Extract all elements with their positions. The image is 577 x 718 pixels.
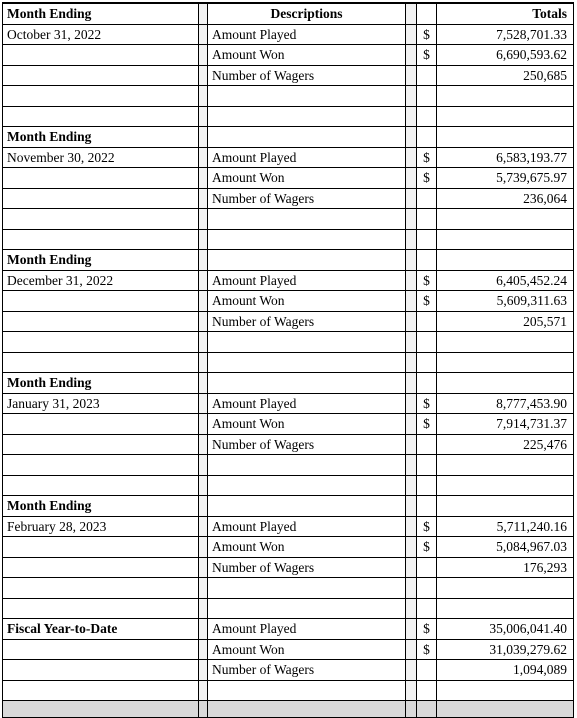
currency-symbol: $ xyxy=(417,24,437,45)
table-row xyxy=(3,188,574,209)
blank-row xyxy=(3,209,574,230)
total-cell: 35,006,041.40 xyxy=(437,619,574,640)
description-cell: Amount Won xyxy=(208,537,406,558)
table-row xyxy=(3,147,574,168)
blank-row xyxy=(3,680,574,701)
description-cell: Amount Played xyxy=(208,24,406,45)
section-label-row xyxy=(3,496,574,517)
section-label: Month Ending xyxy=(3,250,199,271)
blank-row xyxy=(3,352,574,373)
description-cell: Amount Won xyxy=(208,45,406,66)
blank-row xyxy=(3,106,574,127)
description-cell: Number of Wagers xyxy=(208,188,406,209)
section-label-row xyxy=(3,250,574,271)
table-row xyxy=(3,311,574,332)
currency-symbol: $ xyxy=(417,639,437,660)
total-cell: 6,690,593.62 xyxy=(437,45,574,66)
table-row xyxy=(3,168,574,189)
total-cell: 205,571 xyxy=(437,311,574,332)
currency-symbol: $ xyxy=(417,619,437,640)
description-cell: Amount Played xyxy=(208,393,406,414)
month-date: December 31, 2022 xyxy=(3,270,199,291)
table-row xyxy=(3,660,574,681)
section-label: Month Ending xyxy=(3,496,199,517)
table-row xyxy=(3,516,574,537)
total-cell: 236,064 xyxy=(437,188,574,209)
currency-symbol: $ xyxy=(417,147,437,168)
table-row xyxy=(3,434,574,455)
total-cell: 5,739,675.97 xyxy=(437,168,574,189)
total-cell: 225,476 xyxy=(437,434,574,455)
month-date: January 31, 2023 xyxy=(3,393,199,414)
currency-symbol: $ xyxy=(417,45,437,66)
description-cell: Amount Won xyxy=(208,639,406,660)
total-cell: 6,583,193.77 xyxy=(437,147,574,168)
section-label-row xyxy=(3,373,574,394)
month-date: February 28, 2023 xyxy=(3,516,199,537)
blank-row xyxy=(3,229,574,250)
description-cell: Amount Played xyxy=(208,147,406,168)
total-cell: 176,293 xyxy=(437,557,574,578)
total-cell: 5,084,967.03 xyxy=(437,537,574,558)
description-cell: Amount Played xyxy=(208,516,406,537)
currency-symbol: $ xyxy=(417,168,437,189)
description-cell: Amount Played xyxy=(208,619,406,640)
table-row xyxy=(3,270,574,291)
table-row xyxy=(3,291,574,312)
blank-row xyxy=(3,455,574,476)
description-cell: Number of Wagers xyxy=(208,65,406,86)
table-row xyxy=(3,393,574,414)
total-cell: 31,039,279.62 xyxy=(437,639,574,660)
table-row xyxy=(3,24,574,45)
totals-header: Totals xyxy=(437,3,574,24)
currency-symbol: $ xyxy=(417,516,437,537)
blank-row xyxy=(3,86,574,107)
section-label: Month Ending xyxy=(3,127,199,148)
table-row xyxy=(3,414,574,435)
month-date: November 30, 2022 xyxy=(3,147,199,168)
footer-row xyxy=(3,701,574,718)
table-row xyxy=(3,537,574,558)
section-label: Month Ending xyxy=(3,373,199,394)
table-row xyxy=(3,639,574,660)
description-cell: Amount Won xyxy=(208,291,406,312)
description-cell: Amount Won xyxy=(208,414,406,435)
blank-row xyxy=(3,578,574,599)
total-cell: 8,777,453.90 xyxy=(437,393,574,414)
wagers-table xyxy=(2,2,574,718)
blank-row xyxy=(3,598,574,619)
currency-symbol: $ xyxy=(417,270,437,291)
ytd-label: Fiscal Year-to-Date xyxy=(3,619,199,640)
blank-row xyxy=(3,475,574,496)
table-row xyxy=(3,45,574,66)
descriptions-header: Descriptions xyxy=(208,3,406,24)
currency-symbol: $ xyxy=(417,393,437,414)
total-cell: 5,711,240.16 xyxy=(437,516,574,537)
description-cell: Amount Played xyxy=(208,270,406,291)
currency-symbol: $ xyxy=(417,537,437,558)
total-cell: 250,685 xyxy=(437,65,574,86)
month-date: October 31, 2022 xyxy=(3,24,199,45)
spreadsheet xyxy=(2,2,574,718)
month-ending-label: Month Ending xyxy=(3,3,199,24)
blank-row xyxy=(3,332,574,353)
total-cell: 6,405,452.24 xyxy=(437,270,574,291)
total-cell: 7,914,731.37 xyxy=(437,414,574,435)
total-cell: 1,094,089 xyxy=(437,660,574,681)
description-cell: Number of Wagers xyxy=(208,311,406,332)
table-row xyxy=(3,65,574,86)
ytd-row xyxy=(3,619,574,640)
total-cell: 5,609,311.63 xyxy=(437,291,574,312)
description-cell: Amount Won xyxy=(208,168,406,189)
section-label-row xyxy=(3,127,574,148)
table-row xyxy=(3,557,574,578)
currency-symbol: $ xyxy=(417,291,437,312)
description-cell: Number of Wagers xyxy=(208,557,406,578)
header-row xyxy=(3,3,574,24)
description-cell: Number of Wagers xyxy=(208,660,406,681)
total-cell: 7,528,701.33 xyxy=(437,24,574,45)
currency-symbol: $ xyxy=(417,414,437,435)
description-cell: Number of Wagers xyxy=(208,434,406,455)
